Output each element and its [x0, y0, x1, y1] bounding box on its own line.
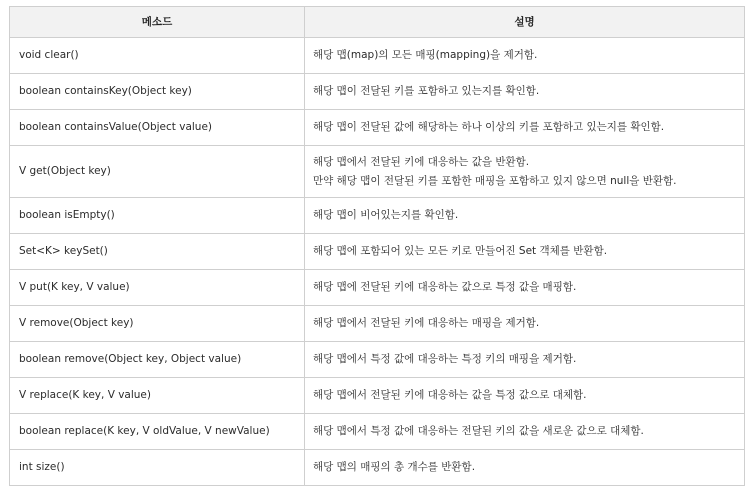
table-row — [10, 270, 745, 306]
description-line: 해당 맵이 전달된 값에 해당하는 하나 이상의 키를 포함하고 있는지를 확인함. — [313, 121, 665, 133]
description-line: 해당 맵에서 전달된 키에 대응하는 값을 반환함. — [313, 155, 530, 168]
description-line: 해당 맵이 전달된 키를 포함하고 있는지를 확인함. — [313, 85, 540, 97]
table-row — [10, 198, 745, 234]
description-cell — [305, 342, 745, 378]
description-line: 만약 해당 맵이 전달된 키를 포함한 매핑을 포함하고 있지 않으면 null을 반환함. — [313, 174, 677, 187]
description-line: 해당 맵이 비어있는지를 확인함. — [313, 209, 459, 221]
description-cell — [305, 74, 745, 110]
table-header — [10, 7, 745, 38]
description-line: 해당 맵에서 특정 값에 대응하는 특정 키의 매핑을 제거함. — [313, 353, 577, 365]
table-row — [10, 38, 745, 74]
description-cell — [305, 378, 745, 414]
table-row — [10, 146, 745, 198]
header-method: 메소드 — [10, 7, 305, 38]
method-cell: V get(Object key) — [10, 146, 305, 198]
description-cell — [305, 198, 745, 234]
table-body — [10, 38, 745, 486]
table-row — [10, 110, 745, 146]
method-cell: boolean containsValue(Object value) — [10, 110, 305, 146]
description-line: 해당 맵의 매핑의 총 개수를 반환함. — [313, 461, 476, 473]
description-line: 해당 맵에서 특정 값에 대응하는 전달된 키의 값을 새로운 값으로 대체함. — [313, 425, 644, 437]
method-cell: Set<K> keySet() — [10, 234, 305, 270]
description-line: 해당 맵에서 전달된 키에 대응하는 값을 특정 값으로 대체함. — [313, 389, 587, 401]
method-cell: V replace(K key, V value) — [10, 378, 305, 414]
description-cell — [305, 110, 745, 146]
method-cell: boolean isEmpty() — [10, 198, 305, 234]
table-row — [10, 378, 745, 414]
table-row — [10, 342, 745, 378]
table-row — [10, 450, 745, 486]
description-cell — [305, 414, 745, 450]
map-methods-table-container — [9, 6, 744, 486]
description-cell — [305, 146, 745, 198]
description-cell — [305, 450, 745, 486]
description-cell — [305, 270, 745, 306]
description-line: 해당 맵(map)의 모든 매핑(mapping)을 제거함. — [313, 49, 538, 61]
method-cell: int size() — [10, 450, 305, 486]
header-description: 설명 — [305, 7, 745, 38]
method-cell: boolean remove(Object key, Object value) — [10, 342, 305, 378]
table-row — [10, 234, 745, 270]
description-cell — [305, 306, 745, 342]
description-line: 해당 맵에 전달된 키에 대응하는 값으로 특정 값을 매핑함. — [313, 281, 577, 293]
map-methods-table — [9, 6, 745, 486]
method-cell: V remove(Object key) — [10, 306, 305, 342]
description-cell — [305, 38, 745, 74]
description-line: 해당 맵에서 전달된 키에 대응하는 매핑을 제거함. — [313, 317, 540, 329]
method-cell: V put(K key, V value) — [10, 270, 305, 306]
method-cell: boolean containsKey(Object key) — [10, 74, 305, 110]
description-line: 해당 맵에 포함되어 있는 모든 키로 만들어진 Set 객체를 반환함. — [313, 245, 608, 257]
table-row — [10, 74, 745, 110]
description-cell — [305, 234, 745, 270]
table-row — [10, 414, 745, 450]
method-cell: boolean replace(K key, V oldValue, V newValue) — [10, 414, 305, 450]
table-row — [10, 306, 745, 342]
header-row — [10, 7, 745, 38]
method-cell: void clear() — [10, 38, 305, 74]
